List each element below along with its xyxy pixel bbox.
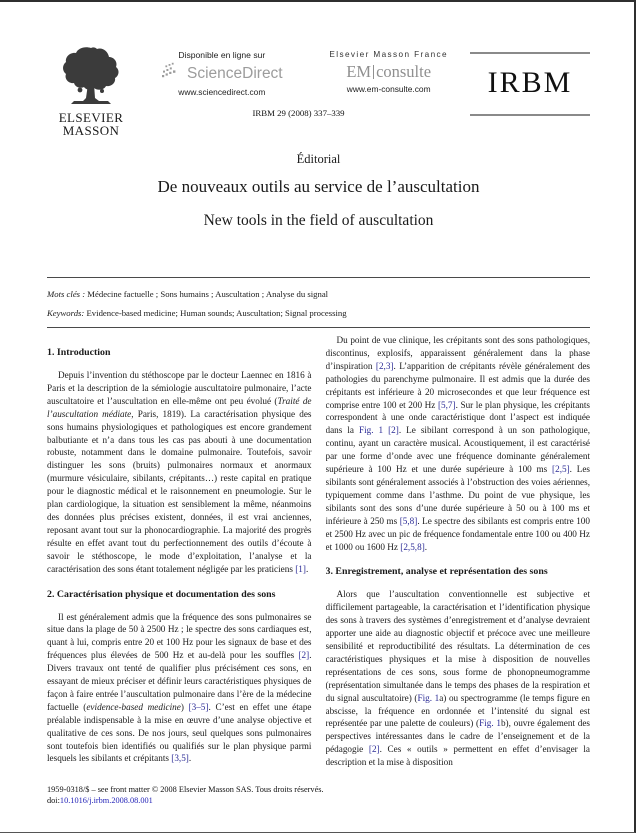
citation-link[interactable]: [5,7] <box>437 399 456 410</box>
body-paragraph: Il est généralement admis que la fréquence des sons pulmonaires se situe dans la plage de 50 à 2500 Hz ; le spectre des sons cardiaques est, quant à lui, compris entre 20 et 100 Hz pour les signaux de base et des fréquences plus élevées de 500 Hz et au-delà pour les souffles [2]. Divers travaux ont tenté de qualifier plus précisément ces sons, en essayant de mieux préciser et définir leurs caractéristiques physiques de façon à faire entrée l’auscultation pulmonaire dans l’ère de la médecine factuelle (evidence-based medicine) [3–5]. C’est en effet une étape préalable indispensable à la mise en œuvre d’une analyse objective et qualitative de ces sons. De nos jours, seul quelques sons pulmonaires sont toutefois bien identifiés ou qualifiés sur le plan physique parmi lesquels les sibilants et crépitants [3,5]. <box>47 611 312 764</box>
irbm-journal-logo <box>470 46 590 116</box>
citation-link[interactable]: [2] <box>368 744 380 755</box>
publisher-name-line2: MASSON <box>62 123 120 138</box>
doi-label: doi: <box>47 796 60 805</box>
body-paragraph: Depuis l’invention du stéthoscope par le docteur Laennec en 1816 à Paris et la description de la sémiologie auscultatoire pulmonaire, l’acte auscultatoire et l’auscultation en elle-même ont peu évolué (Traité de l’auscultation médiate, Paris, 1819). La caractérisation physique des sons humains physiologiques et pathologiques est encore grandement balbutiante et n’a dans tous les cas pas abouti à une documentation robuste, notamment dans le domaine pulmonaire. Toutefois, savoir distinguer les sons (bruits) pulmonaires normaux et anormaux (murmure vésiculaire, sibilants, crépitants…) reste capital en pratique pour le diagnostic médical et le raisonnement en pneumologie. Sur le plan cardiologique, la situation est sensiblement la même, néanmoins des données plus précises existent, données, il est vrai anciennes, reposant avant tout sur la phonocardiographie. La majorité des progrès résulte en effet avant tout du perfectionnement des outils d’écoute à savoir le stéthoscope, le mode d’exploitation, l’analyse et la caractérisation des sons étant totalement négligée par les praticiens [1]. <box>47 370 312 574</box>
keywords-fr-text: Médecine factuelle ; Sons humains ; Auscultation ; Analyse du signal <box>85 289 329 299</box>
article-title-fr: De nouveaux outils au service de l’auscultation <box>157 177 480 196</box>
doi-line <box>47 795 590 806</box>
keywords-en-text: Evidence-based medicine; Human sounds; Auscultation; Signal processing <box>84 308 347 318</box>
citation-link[interactable]: [2] <box>388 425 399 436</box>
emconsulte-block <box>329 50 448 97</box>
keywords-en-row <box>47 308 590 318</box>
keywords-en-label: Keywords: <box>47 308 85 318</box>
page-footer <box>47 784 590 806</box>
italic-text: evidence-based medicine <box>86 701 181 712</box>
emconsulte-wordmark: EM consulte <box>346 62 432 81</box>
citation-link[interactable]: [2,5,8] <box>400 541 425 552</box>
sciencedirect-dots-icon <box>161 62 183 85</box>
section-heading: 1. Introduction <box>47 347 111 358</box>
sciencedirect-block <box>161 50 283 97</box>
header-center <box>135 46 462 118</box>
article-body <box>47 334 590 802</box>
body-paragraph: Alors que l’auscultation conventionnelle est subjective et difficilement partageable, la caractérisation et l’identification physique des sons à travers des systèmes d’enregistrement et d’analyse devraient apporter une aide au diagnostic objectif et précoce avec une meilleure sensibilité et reproductibilité des résultats. La détermination de ces caractéristiques physiques et la mise à disposition de nouvelles représentations de ces sons, sous forme de phonopneumogramme (représentation simultanée dans le temps des phases de la respiration et du signal auscultatoire) (Fig. 1a) ou spectrogramme (le temps figure en abscisse, la fréquence en ordonnée et l’intensité du signal est représentée par une palette de couleurs) (Fig. 1b), ouvre également des perspectives intéressantes dans le cadre de l’enseignement et de la pédagogie [2]. Ces « outils » permettent en effet d’envisager la description et la mise à disposition <box>325 589 590 768</box>
page-header <box>47 46 590 137</box>
copyright-line: 1959-0318/$ – see front matter © 2008 Elsevier Masson SAS. Tous droits réservés. <box>47 785 324 794</box>
citation-link[interactable]: Fig. 1 <box>358 425 384 436</box>
irbm-wordmark: IRBM <box>487 66 573 99</box>
citation-link[interactable]: Fig. 1 <box>417 692 440 703</box>
keywords-fr-row <box>47 289 590 299</box>
emconsulte-tagline: Elsevier Masson France <box>329 50 448 59</box>
elsevier-masson-logo <box>47 46 135 137</box>
citation-link[interactable]: [3,5] <box>171 753 189 764</box>
citation-link[interactable]: [2] <box>298 650 310 661</box>
emconsulte-divider <box>373 65 374 79</box>
citation-link[interactable]: [3–5] <box>188 701 209 712</box>
sciencedirect-wordmark: ScienceDirect <box>187 64 283 82</box>
journal-citation: IRBM 29 (2008) 337–339 <box>252 108 345 118</box>
right-column <box>326 334 591 802</box>
doi-link[interactable]: 10.1016/j.irbm.2008.08.001 <box>59 796 153 805</box>
sciencedirect-tagline: Disponible en ligne sur <box>178 50 266 60</box>
italic-text: Traité de l’auscultation médiate <box>47 395 312 419</box>
keywords-block <box>47 277 590 328</box>
keywords-fr-label: Mots clés : <box>47 289 86 299</box>
elsevier-tree-icon <box>60 91 122 108</box>
body-paragraph: Du point de vue clinique, les crépitants sont des sons pathologiques, discontinus, explosifs, apparaissent généralement dans la phase d’inspiration [2,3]. L’apparition de crépitants révèle généralement des pathologies du parenchyme pulmonaire. Il est admis que la durée des crépitants est inférieure à 20 microsecondes et que leur fréquence est comprise entre 100 et 200 Hz [5,7]. Sur le plan physique, les crépitants correspondent à une onde caractéristique dont l’aspect est indiquée dans la Fig. 1 [2]. Le sibilant correspond à un son pathologique, continu, ayant un caractère musical. Acoustiquement, il est caractérisé par une forme d’onde avec une fréquence dominante généralement supérieure à 100 Hz et une durée supérieure à 100 ms [2,5]. Les sibilants sont généralement associés à l’obstruction des voies aériennes, typiquement comme dans l’asthme. Du point de vue physique, les sibilants sont des sons d’une durée supérieure à 50 ou à 100 ms et inférieure à 250 ms [5,8]. Le spectre des sibilants est compris entre 100 et 2500 Hz avec un pic de fréquence fondamentale entre 100 ou 400 Hz et 1000 ou 1600 Hz [2,5,8]. <box>325 335 590 552</box>
citation-link[interactable]: [2,5] <box>552 464 570 475</box>
citation-link[interactable]: [2,3] <box>375 360 394 371</box>
emconsulte-url-link[interactable]: www.em-consulte.com <box>346 84 431 94</box>
article-title-en: New tools in the field of auscultation <box>203 212 434 229</box>
article-type-label: Éditorial <box>296 152 341 166</box>
citation-link[interactable]: Fig. 1 <box>479 718 501 729</box>
section-heading: 3. Enregistrement, analyse et représentation des sons <box>325 566 548 578</box>
irbm-bottom-rule <box>470 114 590 116</box>
publisher-name-line1: ELSEVIER <box>58 110 124 125</box>
left-column <box>47 334 312 802</box>
citation-link[interactable]: [5,8] <box>399 515 418 526</box>
citation-link[interactable]: [1] <box>295 563 306 574</box>
section-heading: 2. Caractérisation physique et documentation des sons <box>47 588 276 600</box>
sciencedirect-url-link[interactable]: www.sciencedirect.com <box>178 87 266 97</box>
